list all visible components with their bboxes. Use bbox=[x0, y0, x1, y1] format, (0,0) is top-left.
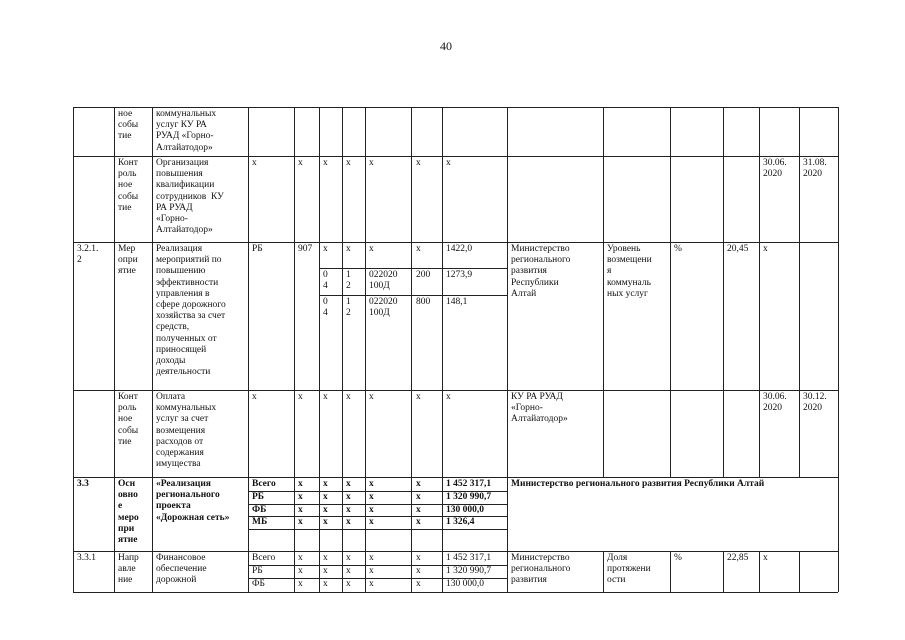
cell-rz: 0 4 bbox=[323, 297, 328, 319]
cell-csr: x bbox=[369, 392, 374, 402]
cell-source: РБ bbox=[252, 492, 265, 502]
rule bbox=[723, 551, 724, 592]
cell-pr: x bbox=[346, 553, 351, 563]
rule bbox=[799, 107, 800, 477]
cell-sum: 1 320 990,7 bbox=[446, 566, 492, 576]
cell-pr: x bbox=[346, 579, 351, 589]
cell-pr: x bbox=[346, 244, 351, 254]
cell-source: ФБ bbox=[252, 505, 267, 515]
cell-grbs: x bbox=[298, 392, 303, 402]
cell-csr: x bbox=[369, 505, 374, 515]
start-date: x bbox=[763, 244, 768, 254]
cell-rz: 0 4 bbox=[323, 270, 328, 292]
cell-pr: x bbox=[346, 479, 351, 489]
cell-rz: x bbox=[323, 492, 328, 502]
cell-grbs: x bbox=[298, 566, 303, 576]
cell-pr: x bbox=[346, 517, 351, 527]
rule bbox=[152, 107, 153, 592]
rule bbox=[603, 107, 604, 477]
event-kind: ное собы тие bbox=[118, 109, 139, 142]
cell-csr: x bbox=[369, 479, 374, 489]
rule bbox=[73, 477, 838, 478]
cell-rz: x bbox=[323, 392, 328, 402]
cell-vr: x bbox=[416, 244, 421, 254]
rule bbox=[838, 107, 839, 592]
indicator-value: 22,85 bbox=[727, 553, 749, 563]
cell-sum: 1 326,4 bbox=[446, 517, 475, 527]
cell-source: Всего bbox=[252, 553, 276, 563]
cell-pr: 1 2 bbox=[346, 270, 351, 292]
cell-source: РБ bbox=[252, 244, 263, 254]
cell-rz: x bbox=[323, 517, 328, 527]
cell-rz: x bbox=[323, 553, 328, 563]
cell-csr: x bbox=[369, 553, 374, 563]
cell-vr: x bbox=[416, 158, 421, 168]
rule bbox=[723, 107, 724, 477]
event-kind: Осн овно е меро при ятие bbox=[118, 479, 139, 546]
event-name: Финансовое обеспечение дорожной bbox=[156, 553, 207, 586]
row-number: 3.2.1. 2 bbox=[77, 244, 99, 266]
end-date: 30.12. 2020 bbox=[803, 392, 827, 414]
page-number: 40 bbox=[440, 39, 452, 53]
cell-source: ФБ bbox=[252, 579, 265, 589]
rule bbox=[319, 295, 507, 296]
unit: % bbox=[674, 244, 682, 254]
rule bbox=[73, 592, 838, 593]
rule bbox=[294, 107, 295, 592]
cell-grbs: x bbox=[298, 553, 303, 563]
rule bbox=[670, 107, 671, 477]
cell-grbs: x bbox=[298, 492, 303, 502]
cell-sum: x bbox=[446, 392, 451, 402]
unit: % bbox=[674, 553, 682, 563]
cell-sum: 1273,9 bbox=[446, 270, 473, 280]
cell-pr: x bbox=[346, 158, 351, 168]
cell-source: МБ bbox=[252, 517, 268, 527]
rule bbox=[759, 107, 760, 477]
cell-csr: 022020 100Д bbox=[369, 297, 398, 319]
cell-sum: 148,1 bbox=[446, 297, 468, 307]
executor: КУ РА РУАД «Горно- Алтайатодор» bbox=[511, 392, 568, 425]
rule bbox=[442, 107, 443, 592]
indicator-value: 20,45 bbox=[727, 244, 749, 254]
cell-source: РБ bbox=[252, 566, 263, 576]
rule bbox=[248, 529, 507, 530]
rule bbox=[411, 107, 412, 592]
executor: Министерство регионального развития Республики Алтай bbox=[511, 479, 765, 489]
cell-csr: 022020 100Д bbox=[369, 270, 398, 292]
event-name: Реализация мероприятий по повышению эффективности управления в сфере дорожного хозяйства за счет средств, полученных от приносящей доходы деятельности bbox=[156, 244, 226, 378]
rule bbox=[114, 107, 115, 592]
cell-vr: x bbox=[416, 505, 421, 515]
cell-rz: x bbox=[323, 244, 328, 254]
rule bbox=[365, 107, 366, 592]
indicator: Уровень возмещени я коммуналь ных услуг bbox=[607, 244, 652, 299]
cell-vr: 800 bbox=[416, 297, 431, 307]
executor: Министерство регионального развития bbox=[511, 553, 571, 586]
start-date: x bbox=[763, 553, 768, 563]
cell-csr: x bbox=[369, 244, 374, 254]
cell-grbs: x bbox=[298, 579, 303, 589]
cell-csr: x bbox=[369, 492, 374, 502]
event-kind: Напр авле ние bbox=[118, 553, 139, 586]
cell-csr: x bbox=[369, 158, 374, 168]
cell-vr: x bbox=[416, 392, 421, 402]
cell-pr: 1 2 bbox=[346, 297, 351, 319]
cell-vr: x bbox=[416, 579, 421, 589]
rule bbox=[319, 107, 320, 592]
cell-grbs: 907 bbox=[298, 244, 313, 254]
row-number: 3.3 bbox=[77, 479, 89, 489]
cell-pr: x bbox=[346, 505, 351, 515]
indicator: Доля протяжени ости bbox=[607, 553, 651, 586]
event-kind: Конт роль ное собы тие bbox=[118, 392, 139, 447]
rule bbox=[319, 268, 507, 269]
cell-csr: x bbox=[369, 566, 374, 576]
rule bbox=[670, 551, 671, 592]
cell-vr: x bbox=[416, 492, 421, 502]
cell-pr: x bbox=[346, 566, 351, 576]
cell-csr: x bbox=[369, 579, 374, 589]
cell-vr: 200 bbox=[416, 270, 431, 280]
event-name: Оплата коммунальных услуг за счет возмещения расходов от содержания имущества bbox=[156, 392, 217, 470]
cell-source: Всего bbox=[252, 479, 276, 489]
cell-sum: 1 452 317,1 bbox=[446, 553, 492, 563]
event-name: коммунальных услуг КУ РА РУАД «Горно- Алтайатодор» bbox=[156, 109, 217, 153]
cell-rz: x bbox=[323, 158, 328, 168]
cell-vr: x bbox=[416, 517, 421, 527]
cell-source: x bbox=[252, 158, 257, 168]
cell-sum: 130 000,0 bbox=[446, 505, 484, 515]
rule bbox=[73, 107, 74, 592]
rule bbox=[342, 107, 343, 592]
cell-sum: x bbox=[446, 158, 451, 168]
cell-grbs: x bbox=[298, 158, 303, 168]
event-name: Организация повышения квалификации сотрудников КУ РА РУАД «Горно- Алтайатодор» bbox=[156, 158, 224, 236]
cell-vr: x bbox=[416, 553, 421, 563]
row-number: 3.3.1 bbox=[77, 553, 96, 563]
cell-sum: 1422,0 bbox=[446, 244, 473, 254]
cell-source: x bbox=[252, 392, 257, 402]
cell-grbs: x bbox=[298, 505, 303, 515]
start-date: 30.06. 2020 bbox=[763, 392, 787, 414]
executor: Министерство регионального развития Республики Алтай bbox=[511, 244, 571, 299]
cell-rz: x bbox=[323, 479, 328, 489]
rule bbox=[799, 551, 800, 592]
cell-rz: x bbox=[323, 505, 328, 515]
cell-grbs: x bbox=[298, 479, 303, 489]
event-kind: Мер опри ятие bbox=[118, 244, 138, 277]
end-date: 31.08. 2020 bbox=[803, 158, 827, 180]
cell-rz: x bbox=[323, 566, 328, 576]
cell-vr: x bbox=[416, 566, 421, 576]
cell-pr: x bbox=[346, 492, 351, 502]
cell-rz: x bbox=[323, 579, 328, 589]
cell-sum: 130 000,0 bbox=[446, 579, 484, 589]
cell-sum: 1 452 317,1 bbox=[446, 479, 492, 489]
start-date: 30.06. 2020 bbox=[763, 158, 787, 180]
rule bbox=[759, 551, 760, 592]
event-kind: Конт роль ное собы тие bbox=[118, 158, 139, 213]
cell-csr: x bbox=[369, 517, 374, 527]
cell-vr: x bbox=[416, 479, 421, 489]
event-name: «Реализация регионального проекта «Дорожная сеть» bbox=[156, 479, 230, 523]
cell-grbs: x bbox=[298, 517, 303, 527]
rule bbox=[248, 107, 249, 592]
cell-sum: 1 320 990,7 bbox=[446, 492, 492, 502]
rule bbox=[603, 551, 604, 592]
cell-pr: x bbox=[346, 392, 351, 402]
rule bbox=[507, 107, 508, 592]
